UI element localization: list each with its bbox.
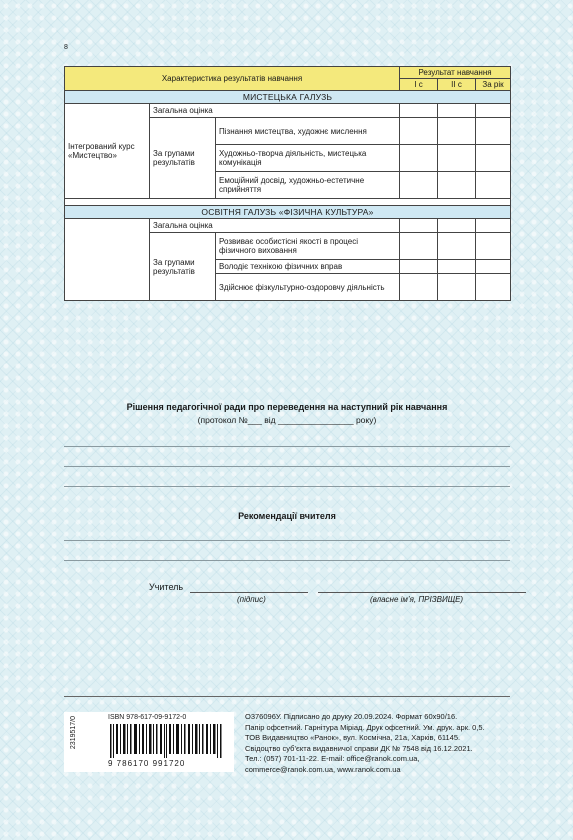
write-line[interactable] xyxy=(64,446,510,447)
header-col-3: За рік xyxy=(476,79,511,91)
write-line[interactable] xyxy=(64,466,510,467)
result-item: Емоційний досвід, художньо-естетичне сприйняття xyxy=(216,172,400,199)
grade-cell[interactable] xyxy=(476,104,511,118)
grade-cell[interactable] xyxy=(476,118,511,145)
general-grade-label: Загальна оцінка xyxy=(150,219,400,233)
section-row-arts xyxy=(65,91,511,104)
signature-line[interactable] xyxy=(190,592,308,593)
section-title: ОСВІТНЯ ГАЛУЗЬ «ФІЗИЧНА КУЛЬТУРА» xyxy=(65,206,511,219)
grade-cell[interactable] xyxy=(400,274,438,301)
result-item: Здійснює фізкультурно-оздоровчу діяльність xyxy=(216,274,400,301)
spacer-row xyxy=(65,199,511,206)
grade-cell[interactable] xyxy=(400,118,438,145)
write-line[interactable] xyxy=(64,540,510,541)
course-name-empty xyxy=(65,219,150,301)
grade-cell[interactable] xyxy=(438,219,476,233)
grade-cell[interactable] xyxy=(400,219,438,233)
table-row xyxy=(65,219,511,233)
section-row-pe xyxy=(65,206,511,219)
grade-cell[interactable] xyxy=(400,145,438,172)
grade-cell[interactable] xyxy=(438,260,476,274)
grade-cell[interactable] xyxy=(476,172,511,199)
imprint-block xyxy=(245,712,515,775)
write-line[interactable] xyxy=(64,560,510,561)
result-item: Розвиває особистісні якості в процесі фізичного виховання xyxy=(216,233,400,260)
decision-block xyxy=(64,402,510,425)
teacher-label: Учитель xyxy=(149,582,184,592)
imprint-line: ТОВ Видавництво «Ранок», вул. Космічна, 21а, Харків, 61145. xyxy=(245,733,461,742)
write-line[interactable] xyxy=(64,486,510,487)
header-col-2: ІІ с xyxy=(438,79,476,91)
recommendations-title: Рекомендації вчителя xyxy=(238,511,336,521)
name-caption: (власне ім’я, ПРІЗВИЩЕ) xyxy=(370,595,464,604)
page-number: 8 xyxy=(64,44,68,51)
imprint-line: Папір офсетний. Гарнітура Міріад. Друк офсетний. Ум. друк. арк. 0,5. xyxy=(245,722,485,732)
header-result: Результат навчання xyxy=(400,67,511,79)
table-header-row xyxy=(65,67,511,79)
grade-cell[interactable] xyxy=(438,172,476,199)
grade-cell[interactable] xyxy=(476,233,511,260)
grade-cell[interactable] xyxy=(476,274,511,301)
grade-cell[interactable] xyxy=(438,233,476,260)
result-item: Художньо-творча діяльність, мистецька комунікація xyxy=(216,145,400,172)
name-line[interactable] xyxy=(318,592,526,593)
imprint-line: О376096У. Підписано до друку 20.09.2024. Формат 60х90/16. xyxy=(245,712,458,721)
footer-divider xyxy=(64,696,510,697)
protocol-line: (протокол №___ від ________________ року) xyxy=(197,415,377,425)
grade-cell[interactable] xyxy=(438,104,476,118)
imprint-line: commerce@ranok.com.ua, www.ranok.com.ua xyxy=(245,764,401,774)
imprint-line: Свідоцтво суб’єкта видавничої справи ДК № 7548 від 16.12.2021. xyxy=(245,743,473,753)
barcode-block xyxy=(64,712,234,772)
table-row xyxy=(65,104,511,118)
barcode-digits: 9 786170 991720 xyxy=(108,759,186,768)
grade-cell[interactable] xyxy=(438,274,476,301)
imprint-line: Тел.: (057) 701-11-22. E-mail: office@ranok.com.ua, xyxy=(245,754,420,763)
grade-cell[interactable] xyxy=(400,104,438,118)
grade-cell[interactable] xyxy=(476,219,511,233)
general-grade-label: Загальна оцінка xyxy=(150,104,400,118)
isbn: ISBN 978-617-09-9172-0 xyxy=(108,714,187,721)
course-name: Інтегрований курс «Мистецтво» xyxy=(65,104,150,199)
results-table xyxy=(64,66,511,301)
by-groups-label: За групами результатів xyxy=(150,233,216,301)
rotated-code: 2319517/0 xyxy=(70,716,77,750)
grade-cell[interactable] xyxy=(400,260,438,274)
signature-caption: (підпис) xyxy=(237,595,266,604)
by-groups-label: За групами результатів xyxy=(150,118,216,199)
section-title: МИСТЕЦЬКА ГАЛУЗЬ xyxy=(65,91,511,104)
grade-cell[interactable] xyxy=(400,233,438,260)
result-item: Володіє технікою фізичних вправ xyxy=(216,260,400,274)
decision-title: Рішення педагогічної ради про переведення на наступний рік навчання xyxy=(126,402,448,412)
grade-cell[interactable] xyxy=(400,172,438,199)
grade-cell[interactable] xyxy=(476,260,511,274)
header-col-1: І с xyxy=(400,79,438,91)
spacer-cell xyxy=(65,199,511,206)
grade-cell[interactable] xyxy=(438,145,476,172)
grade-cell[interactable] xyxy=(438,118,476,145)
grade-cell[interactable] xyxy=(476,145,511,172)
barcode-icon xyxy=(108,724,226,758)
header-characteristic: Характеристика результатів навчання xyxy=(65,67,400,91)
result-item: Пізнання мистецтва, художнє мислення xyxy=(216,118,400,145)
